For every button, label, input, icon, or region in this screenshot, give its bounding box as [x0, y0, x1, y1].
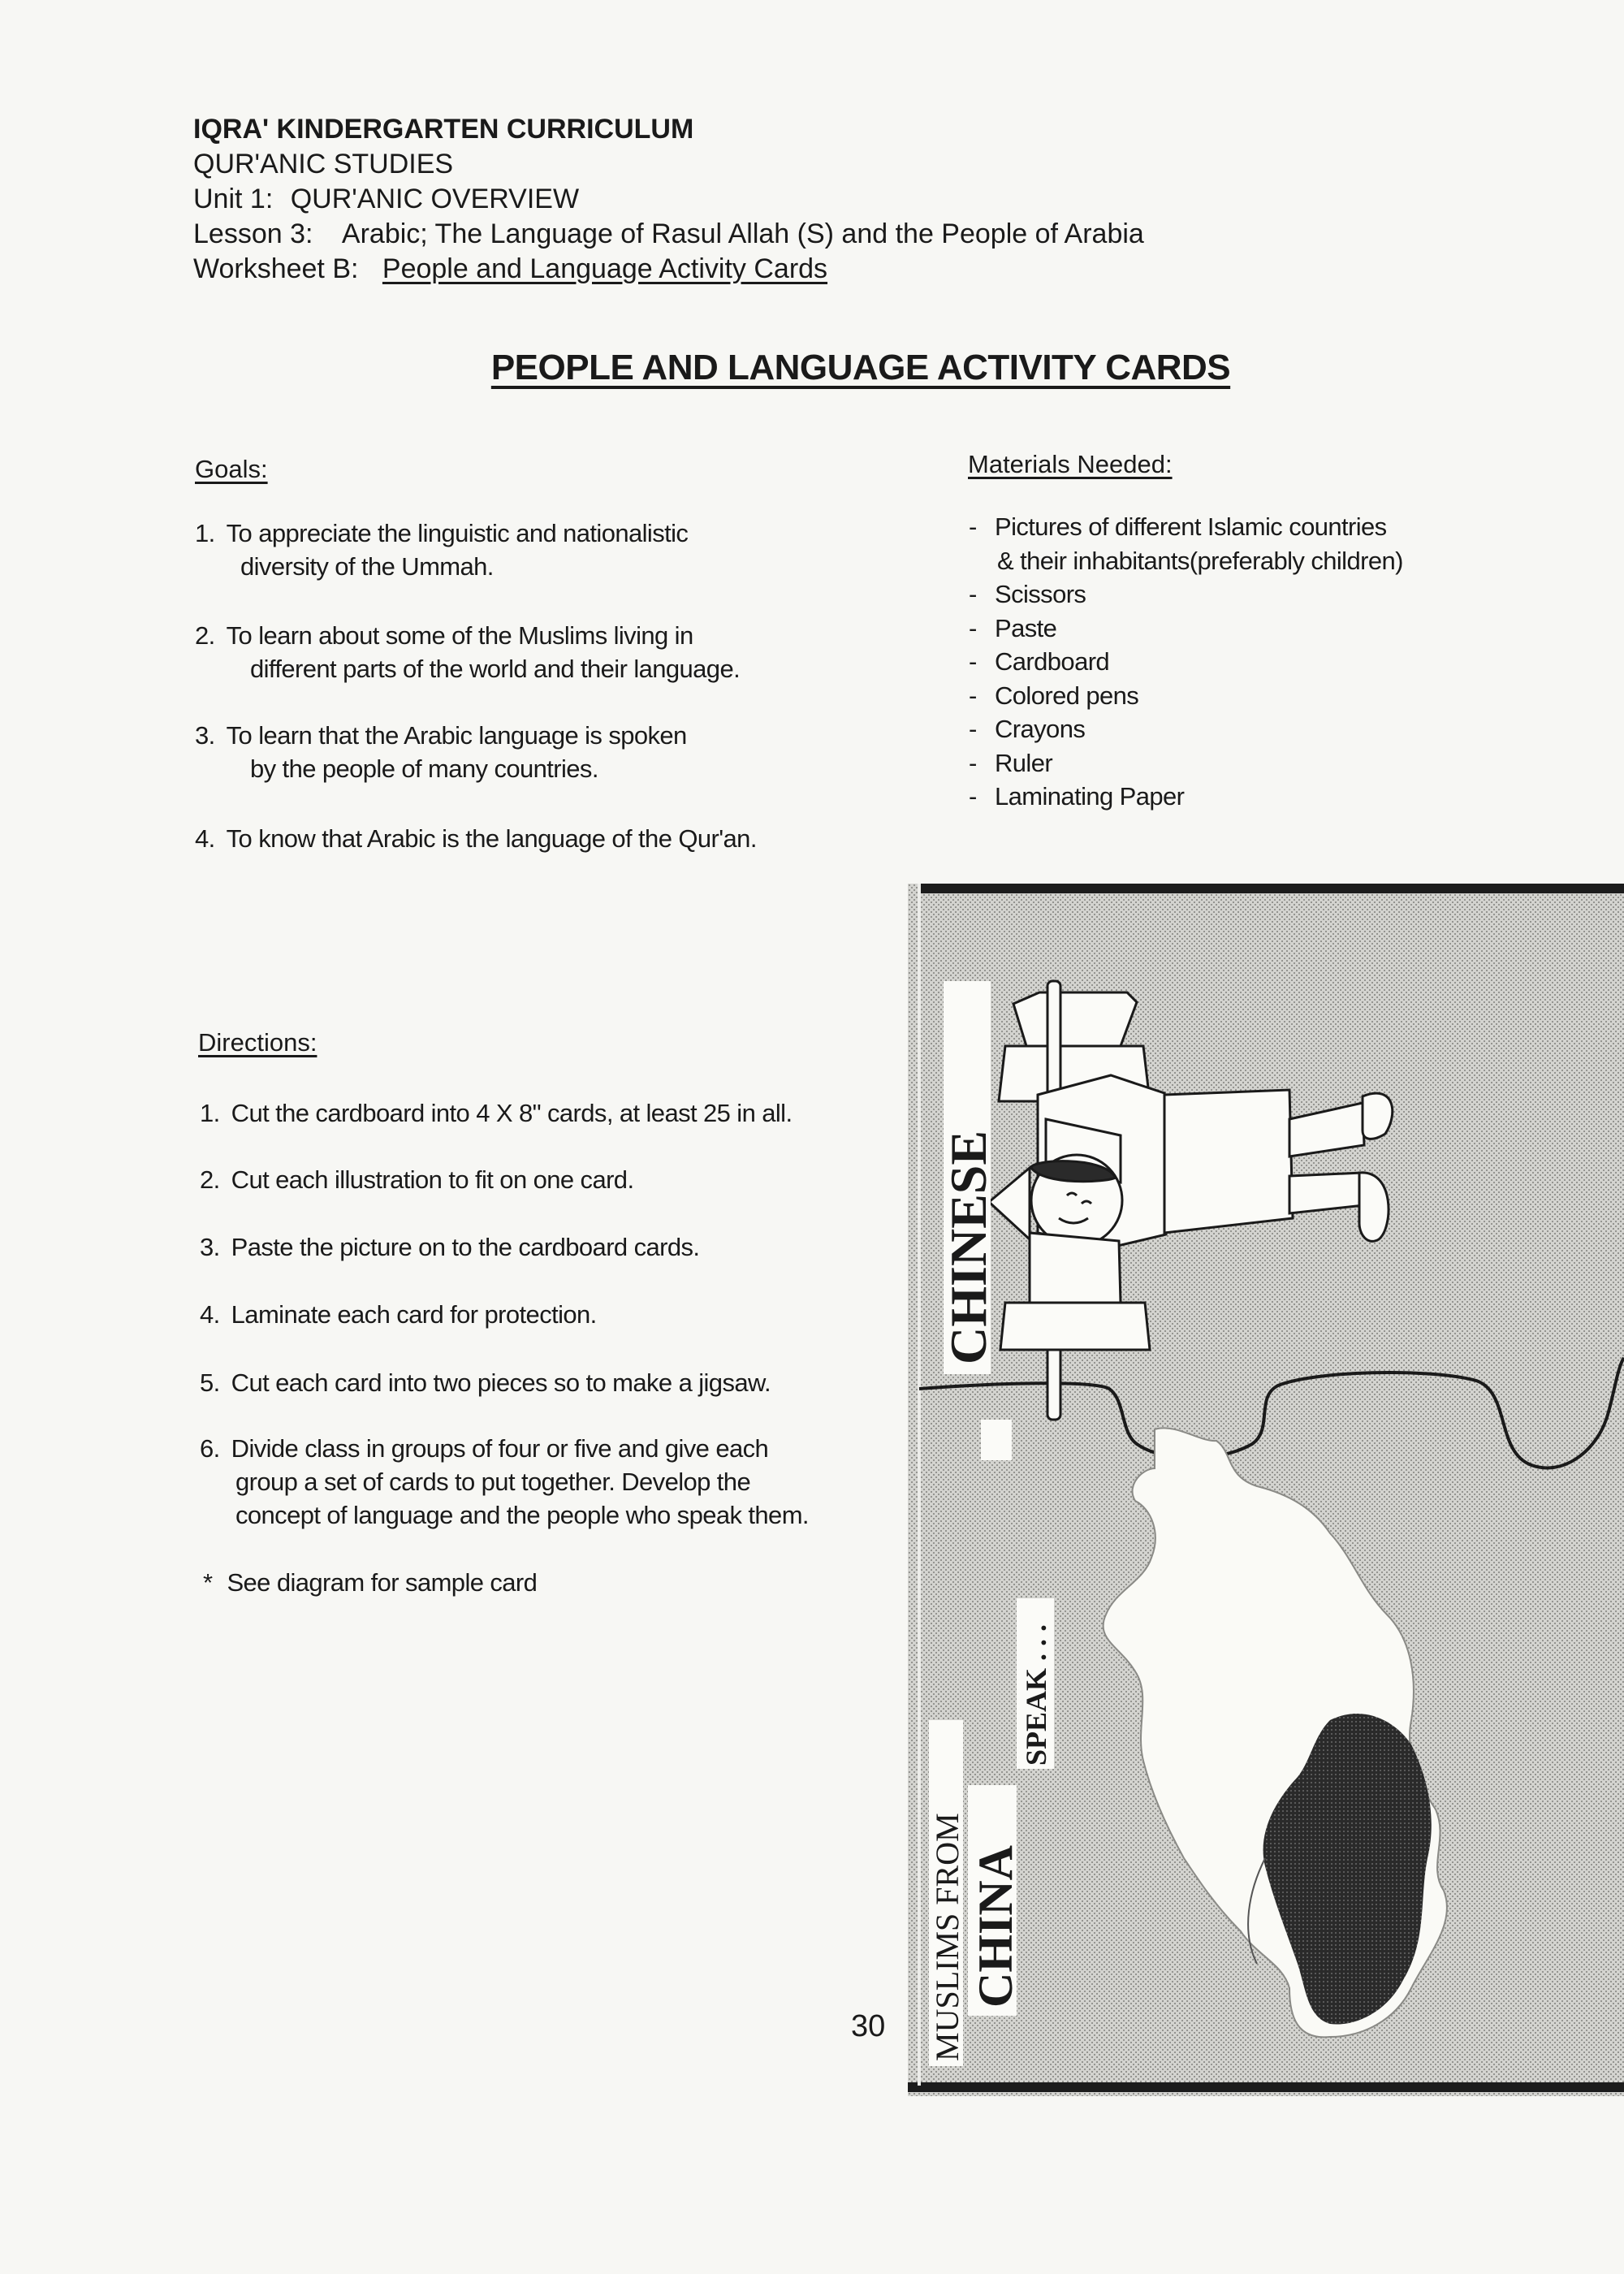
sample-card-note: * See diagram for sample card [203, 1568, 538, 1597]
curriculum-title: IQRA' KINDERGARTEN CURRICULUM [193, 114, 694, 145]
material-item: - Pictures of different Islamic countries [969, 512, 1387, 541]
document-header [193, 112, 1144, 287]
material-item: - Laminating Paper [969, 782, 1185, 811]
material-item: - Colored pens [969, 681, 1139, 710]
material-item: - Ruler [969, 748, 1053, 777]
goal-item: 1. To appreciate the linguistic and nationalistic diversity of the Ummah. [195, 519, 689, 581]
unit-value: QUR'ANIC OVERVIEW [290, 184, 580, 214]
lesson-value: Arabic; The Language of Rasul Allah (S) and the People of Arabia [341, 218, 1144, 249]
page-title: PEOPLE AND LANGUAGE ACTIVITY CARDS [490, 348, 1231, 387]
material-item: - Crayons [969, 715, 1086, 743]
page-number: 30 [851, 2009, 886, 2043]
subject-title: QUR'ANIC STUDIES [193, 149, 454, 179]
directions-label: Directions: [198, 1028, 317, 1057]
goals-label: Goals: [195, 455, 268, 483]
sample-card [908, 884, 1624, 2096]
direction-item: 4. Laminate each card for protection. [200, 1300, 597, 1329]
unit-line [193, 182, 1144, 217]
direction-item: 3. Paste the picture on to the cardboard cards. [200, 1233, 700, 1261]
material-item: - Paste [969, 613, 1057, 642]
materials-list [969, 510, 1403, 814]
material-item: - Scissors [969, 580, 1086, 608]
direction-item: 1. Cut the cardboard into 4 X 8" cards, at least 25 in all. [200, 1099, 793, 1127]
goal-item: 2. To learn about some of the Muslims living in different parts of the world and their language. [195, 621, 741, 683]
lesson-line [193, 217, 1144, 252]
card-country-label: CHINA [969, 1844, 1022, 2008]
materials-label: Materials Needed: [968, 450, 1173, 478]
card-muslims-from-label: MUSLIMS FROM [929, 1813, 965, 2061]
material-item: & their inhabitants(preferably children) [997, 546, 1403, 575]
goal-item: 3. To learn that the Arabic language is spoken by the people of many countries. [195, 721, 687, 783]
sample-card-illustration [908, 884, 1624, 2096]
card-language-label: CHINESE [939, 1130, 997, 1364]
worksheet-line [193, 252, 1144, 287]
direction-item: 2. Cut each illustration to fit on one card. [200, 1165, 634, 1194]
direction-item: 6. Divide class in groups of four or five and give each group a set of cards to put together. Develop the concept of language and the people who speak them. [200, 1434, 809, 1529]
card-speak-label: SPEAK . . . [1020, 1623, 1052, 1766]
direction-item: 5. Cut each card into two pieces so to make a jigsaw. [200, 1368, 771, 1397]
lesson-label: Lesson 3: [193, 218, 313, 249]
worksheet-value: People and Language Activity Cards [382, 253, 828, 284]
material-item: - Cardboard [969, 647, 1110, 676]
unit-label: Unit 1: [193, 184, 274, 214]
worksheet-label: Worksheet B: [193, 253, 359, 284]
goal-item: 4. To know that Arabic is the language of the Qur'an. [195, 824, 757, 853]
